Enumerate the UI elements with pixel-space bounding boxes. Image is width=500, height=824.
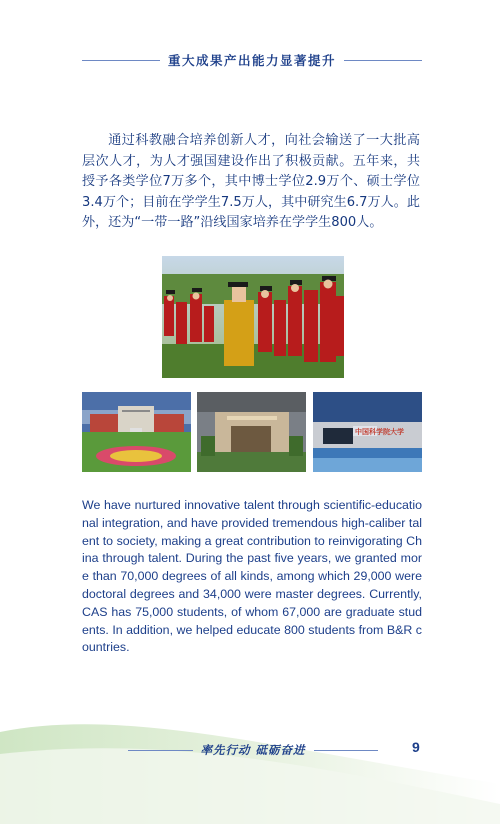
- campus-building-photo: [82, 392, 191, 472]
- university-campus-photo: [313, 392, 422, 472]
- english-paragraph: We have nurtured innovative talent through scientific-educational integration, and have provided tremendous high-caliber talent to society, making a great contribution to reinvigorating China through talent. During the past five years, we granted more than 70,000 degrees of all kinds, among which 29,000 were doctoral degrees and 34,000 were master degrees. Currently, CAS has 75,000 students, of whom 67,000 are graduate students. In addition, we helped educate 800 students from B&R countries.: [82, 498, 422, 655]
- page-footer: [128, 741, 378, 759]
- university-sign-text: 中国科学院大学: [355, 427, 404, 436]
- footer-slogan: 率先行动 砥砺奋进: [200, 743, 306, 757]
- graduation-ceremony-photo: [162, 256, 344, 378]
- institute-entrance-photo: [197, 392, 306, 472]
- header-rule-left: [82, 60, 160, 61]
- page-header: [82, 50, 422, 70]
- page-number: 9: [412, 739, 420, 755]
- header-rule-right: [344, 60, 422, 61]
- footer-rule-left: [128, 750, 193, 751]
- footer-rule-right: [314, 750, 379, 751]
- header-title: 重大成果产出能力显著提升: [168, 53, 337, 68]
- bottom-wave-decoration: [0, 714, 500, 824]
- chinese-paragraph: 通过科教融合培养创新人才，向社会输送了一大批高层次人才，为人才强国建设作出了积极贡献。五年来，共授予各类学位7万多个，其中博士学位2.9万个、硕士学位3.4万个；目前在学学生7.5万人，其中研究生6.7万人。此外，还为“一带一路”沿线国家培养在学学生800人。: [82, 133, 420, 230]
